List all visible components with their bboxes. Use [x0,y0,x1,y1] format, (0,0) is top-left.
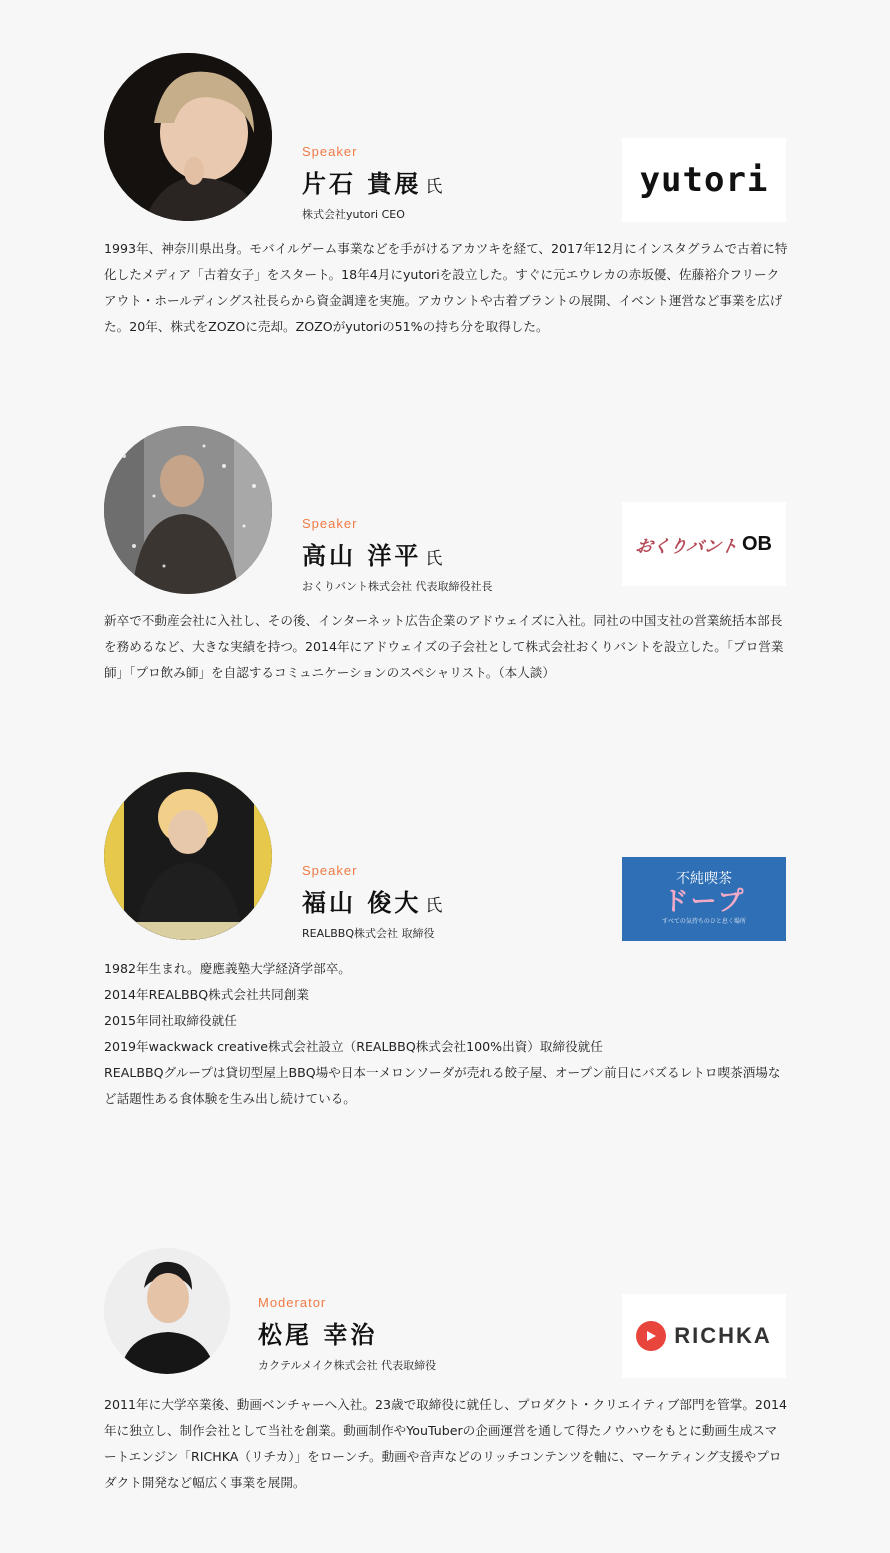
speaker-name [258,1315,381,1350]
okuribunt-logo-text: おくりバント [633,536,740,557]
bio-line: 2015年同社取締役就任 [104,1013,237,1028]
name-suffix: 氏 [425,549,443,569]
company-logo [622,138,786,222]
role-label: Moderator [258,1295,327,1310]
richka-play-icon [636,1321,666,1351]
avatar [104,772,272,940]
ob-logo-mark: OB [742,532,772,555]
name-text: 松尾 幸治 [258,1321,378,1349]
company-logo [622,1294,786,1378]
name-text: 高山 洋平 [302,542,422,570]
name-text: 福山 俊大 [302,889,422,917]
role-label: Speaker [302,516,358,531]
bio-line: 2011年に大学卒業後、動画ベンチャーへ入社。23歳で取締役に就任し、プロダクト・クリエイティブ部門を管掌。2014年に独立し、制作会社として当社を創業。動画制作やYouTuberの企画運営を通して得たノウハウをもとに動画生成スマートエンジン「RICHKA（リチカ）」をローンチ。動画や音声などのリッチコンテンツを軸に、マーケティング支援やプロダクト開発など幅広く事業を展開。 [104,1397,787,1490]
speaker-bio [104,1392,788,1496]
bio-line: 1993年、神奈川県出身。モバイルゲーム事業などを手がけるアカツキを経て、2017年12月にインスタグラムで古着に特化したメディア「古着女子」をスタート。18年4月にyutoriを設立した。すぐに元エウレカの赤坂優、佐藤裕介フリークアウト・ホールディングス社長らから資金調達を実施。アカウントや古着ブラントの展開、イベント運営など事業を広げた。20年、株式をZOZOに売却。ZOZOがyutoriの51%の持ち分を取得した。 [104,241,788,334]
name-suffix: 氏 [425,896,443,916]
speaker-bio [104,956,788,1112]
dope-logo-mark: ドープ [662,887,746,917]
dope-logo-text: 不純喫茶 [676,871,732,887]
speaker-name [302,883,442,918]
richka-logo-text: RICHKA [674,1323,772,1348]
bio-line: 新卒で不動産会社に入社し、その後、インターネット広告企業のアドウェイズに入社。同社の中国支社の営業統括本部長を務めるなど、大きな実績を持つ。2014年にアドウェイズの子会社として株式会社おくりバントを設立した。「プロ営業師」「プロ飲み師」を自認するコミュニケーションのスペシャリスト。（本人談） [104,613,784,680]
name-text: 片石 貴展 [302,170,422,198]
yutori-logo-text: yutori [639,160,769,200]
speaker-bio [104,608,788,686]
name-suffix: 氏 [425,177,443,197]
bio-line: REALBBQグループは貸切型屋上BBQ場や日本一メロンソーダが売れる餃子屋、オープン前日にバズるレトロ喫茶酒場など話題性ある食体験を生み出し続けている。 [104,1065,781,1106]
avatar [104,53,272,221]
bio-line: 1982年生まれ。慶應義塾大学経済学部卒。 [104,961,351,976]
avatar [104,1248,230,1374]
speaker-name [302,536,442,571]
speaker-bio [104,236,788,340]
speaker-title: REALBBQ株式会社 取締役 [302,927,435,940]
speaker-name [302,164,442,199]
speaker-title: カクテルメイク株式会社 代表取締役 [258,1359,437,1372]
role-label: Speaker [302,863,358,878]
dope-logo-caption: すべての気持ちのひと息く場所 [662,918,746,925]
company-logo [622,502,786,586]
avatar [104,426,272,594]
bio-line: 2019年wackwack creative株式会社設立（REALBBQ株式会社100%出資）取締役就任 [104,1039,603,1054]
speaker-title: 株式会社yutori CEO [302,208,405,221]
company-logo [622,857,786,941]
role-label: Speaker [302,144,358,159]
bio-line: 2014年REALBBQ株式会社共同創業 [104,987,309,1002]
speaker-title: おくりバント株式会社 代表取締役社長 [302,580,493,593]
